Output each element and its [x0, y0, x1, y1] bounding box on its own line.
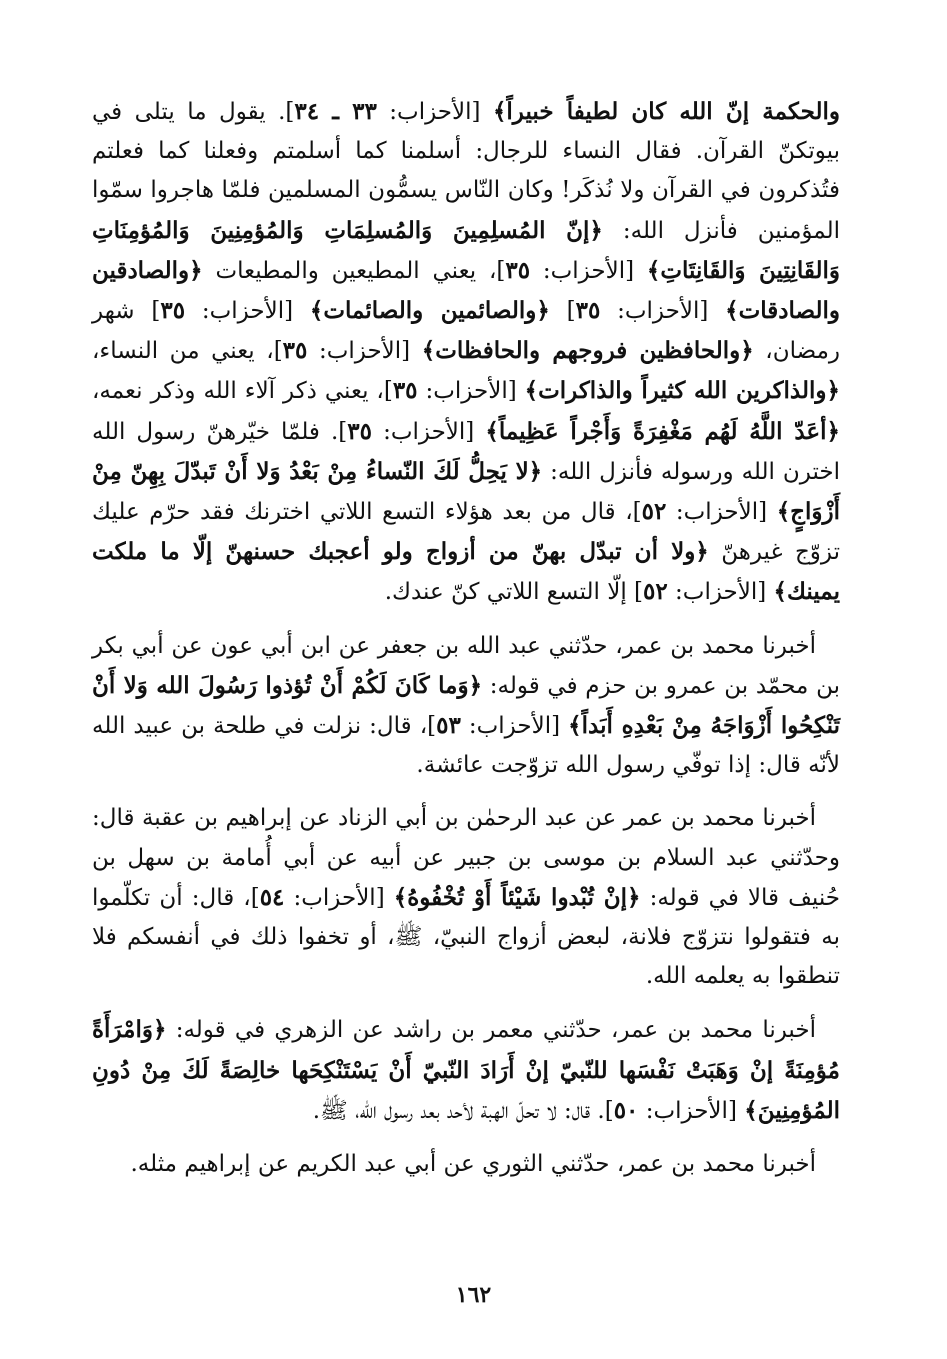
- narration-text: ]، يعني المطيعين والمطيعات: [202, 257, 506, 284]
- narration-text: [الأحزاب:: [284, 884, 394, 911]
- quran-verse-text: ﴿والصائمين والصائمات﴾: [309, 297, 550, 325]
- quran-verse-text: ٣٥: [160, 297, 186, 325]
- quran-verse-text: ٣٥: [282, 337, 308, 365]
- paragraph-quran-revelation: [92, 92, 840, 613]
- paragraph-hadith-tubdu: [92, 799, 840, 996]
- quran-verse-text: ٥٢: [643, 578, 668, 606]
- narration-text: ]. قال: لا تحلّ الهبة لأحد بعد رسول الله، ﷺ.: [312, 1097, 614, 1124]
- narration-text: أخبرنا محمد بن عمر، حدّثني عبد الله بن جعفر عن ابن أبي عون عن أبي بكر بن محمّد بن عمرو بن حزم في قوله:: [92, 632, 840, 699]
- quran-verse-text: ٣٥: [392, 377, 418, 405]
- quran-verse-text: ﴿والحافظين فروجهم والحافظات﴾: [421, 337, 754, 365]
- narration-text: [الأحزاب:: [460, 713, 569, 740]
- narration-text: [الأحزاب:: [600, 298, 726, 325]
- quran-verse-text: ٣٥: [575, 297, 601, 325]
- quran-verse-text: ٣٥: [347, 417, 373, 445]
- narration-text: أخبرنا محمد بن عمر عن عبد الرحمٰن بن أبي الزناد عن إبراهيم بن عقبة قال: وحدّثني عبد السلام بن موسى بن جبير عن أبيه عن أبي أُمامة بن سهل بن حُنيف قالا في قوله:: [92, 805, 841, 911]
- narration-text: [الأحزاب:: [638, 1097, 745, 1124]
- quran-verse-text: ٥٠: [613, 1096, 639, 1124]
- paragraph-hadith-imraa: [92, 1010, 840, 1131]
- narration-text: ]، قال من بعد هؤلاء التسع اللاتي اخترنك فقد حرّم عليك تزوّج غيرهنّ: [92, 499, 840, 566]
- narration-text: أخبرنا محمد بن عمر، حدّثني معمر بن راشد عن الزهري في قوله:: [166, 1017, 816, 1044]
- quran-verse-text: ﴿أعَدّ اللَّهُ لَهُم مَغْفِرَةً وَأَجْراً عَظِيماً﴾: [485, 417, 841, 445]
- quran-verse-text: ﴿والذاكرين الله كثيراً والذاكرات﴾: [524, 377, 840, 405]
- quran-verse-text: ﴿إنْ تُبْدوا شَيْئاً أَوْ تُخْفُوهُ﴾: [393, 883, 641, 911]
- narration-text: [الأحزاب:: [666, 499, 777, 526]
- narration-text: [الأحزاب:: [530, 257, 647, 284]
- paragraph-hadith-talha: [92, 627, 840, 786]
- quran-verse-text: ﴿وَامْرَأَةً مُؤمِنَةً إنْ وَهَبَتْ نَفْسَها للنّبيّ إنْ أَرَادَ النّبيّ أَنْ يَسْتَنْكِحَها خالِصَةً لَكَ مِنْ دُونِ المُؤمِنِينَ﴾: [92, 1016, 840, 1124]
- narration-text: [الأحزاب:: [372, 418, 486, 445]
- quran-verse-text: ﴿وَما كَانَ لَكُمْ أَنْ تُؤذوا رَسُولَ الله وَلا أَنْ تَنْكِحُوا أَزْوَاجَهُ مِنْ بَعْدِهِ أَبَداً﴾: [92, 671, 841, 740]
- quran-verse-text: ٥٤: [259, 883, 285, 911]
- narration-text: [الأحزاب:: [307, 338, 422, 365]
- quran-verse-text: ﴿لا يَحِلُّ لَكَ النّساءُ مِنْ بَعْدُ وَلا أَنْ تَبدّلَ بِهِنّ مِنْ أَزْوَاجٍ﴾: [92, 457, 841, 526]
- narration-text: ] إلّا التسع اللاتي كنّ عندك.: [384, 579, 644, 606]
- narration-text: ]. يقول ما يتلى في بيوتكنّ القرآن. فقال النساء للرجال: أسلمنا كما أسلمتم وفعلنا كما فعلتم فتُذكرون في القرآن ولا نُذكَر! وكان النّاس يسمُّون المسلمين فلمّا هاجروا سمّوا المؤمنين فأنزل الله:: [92, 99, 840, 244]
- quran-verse-text: ٣٣ ـ ٣٤: [294, 98, 377, 125]
- narration-text: ]. فلمّا خيّرهنّ رسول الله اخترن الله ورسوله فأنزل الله:: [92, 418, 840, 485]
- quran-verse-text: ﴿والصادقين والصادقات﴾: [92, 256, 840, 325]
- narration-text: [الأحزاب:: [376, 99, 493, 125]
- quran-verse-text: ﴿ولا أن تبدّل بهنّ من أزواج ولو أعجبك حسنهنّ إلّا ما ملكت يمينك﴾: [92, 538, 840, 606]
- quran-verse-text: ٣٥: [505, 256, 531, 284]
- quran-verse-text: ﴿إنّ المُسلِمِينَ وَالمُسلِمَاتِ وَالمُؤمِنِينَ وَالمُؤمِنَاتِ وَالقَانِتِينَ وَالقَانِتَاتِ﴾: [92, 216, 840, 284]
- page-number: ١٦٢: [455, 1282, 492, 1308]
- narration-text: أخبرنا محمد بن عمر، حدّثني الثوري عن أبي عبد الكريم عن إبراهيم مثله.: [130, 1151, 816, 1178]
- narration-text: ]، يعني من النساء،: [92, 338, 283, 365]
- quran-verse-text: ٥٢: [641, 498, 667, 526]
- narration-text: ]، يعني ذكر آلاء الله وذكر نعمه،: [92, 378, 393, 405]
- narration-text: ] شهر رمضان،: [92, 298, 840, 365]
- quran-verse-text: ٥٣: [436, 712, 461, 740]
- narration-text: ]، قال: نزلت في طلحة بن عبيد الله لأنّه قال: إذا توفّي رسول الله تزوّجت عائشة.: [92, 713, 840, 779]
- narration-text: ]: [549, 298, 576, 325]
- narration-text: ]، قال: أن تكلّموا به فتقولوا نتزوّج فلانة، لبعض أزواج النبيّ، ﷺ، أو تخفوا ذلك في أنفسكم فلا تنطقوا به يعلمه الله.: [92, 884, 840, 990]
- narration-text: [الأحزاب:: [185, 298, 310, 325]
- narration-text: [الأحزاب:: [667, 579, 774, 606]
- page-body: [92, 92, 840, 1184]
- paragraph-hadith-thawri: [92, 1145, 840, 1184]
- quran-verse-text: والحكمة إنّ الله كان لطيفاً خبيراً﴾: [492, 98, 840, 125]
- narration-text: [الأحزاب:: [417, 378, 525, 405]
